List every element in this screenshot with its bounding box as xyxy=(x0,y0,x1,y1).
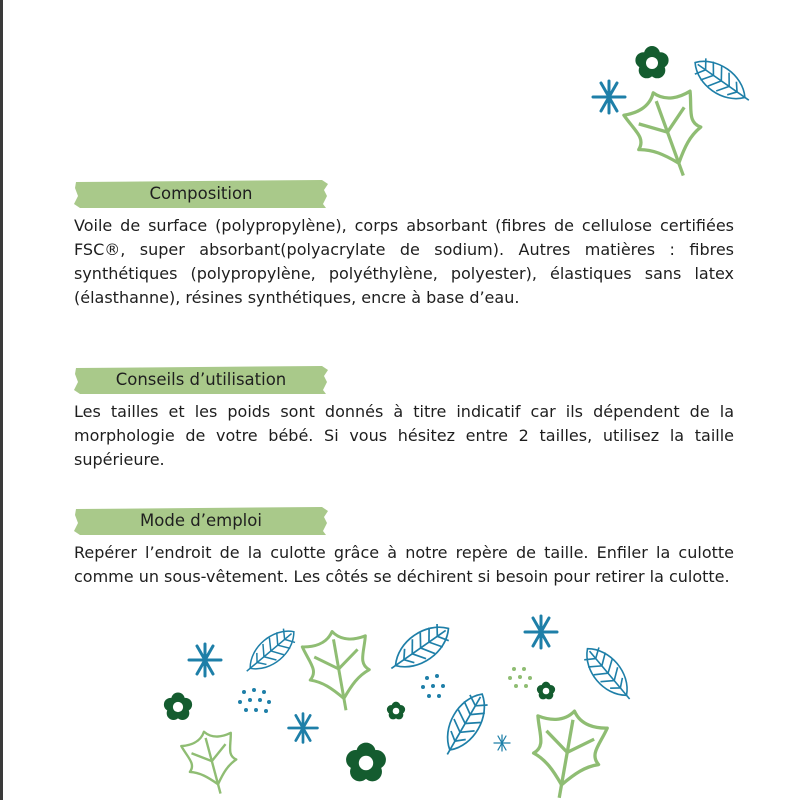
snowflake-icon xyxy=(593,81,625,113)
snowflake-icon xyxy=(494,735,510,751)
leaf-icon xyxy=(383,617,456,680)
ivy-leaf-icon xyxy=(179,725,245,800)
flower-icon xyxy=(537,682,555,700)
dots-icon xyxy=(508,667,532,688)
mode-banner xyxy=(74,505,328,537)
leaf-icon xyxy=(239,622,302,680)
composition-section xyxy=(74,178,734,310)
snowflake-icon xyxy=(525,616,557,648)
ivy-leaf-icon xyxy=(620,81,716,188)
leaf-icon xyxy=(577,640,639,707)
conseils-text: Les tailles et les poids sont donnés à titre indicatif car ils dépendent de la morphologie de votre bébé. Si vous hésitez entre 2 tailles, utilisez la taille supérieure. xyxy=(74,402,734,469)
conseils-title: Conseils d’utilisation xyxy=(115,370,287,389)
ivy-leaf-icon xyxy=(301,626,378,716)
mode-text: Repérer l’endroit de la culotte grâce à notre repère de taille. Enfiler la culotte comme un sous-vêtement. Les côtés se déchirent si besoin pour retirer la culotte. xyxy=(74,543,734,586)
composition-banner xyxy=(74,178,328,210)
flower-icon xyxy=(387,702,405,720)
flower-icon xyxy=(164,693,192,720)
mode-title: Mode d’emploi xyxy=(140,511,262,530)
conseils-banner xyxy=(74,364,328,396)
ivy-leaf-icon xyxy=(525,705,610,800)
snowflake-icon xyxy=(289,714,318,743)
dots-icon xyxy=(238,688,271,713)
dots-icon xyxy=(421,674,445,698)
leaf-icon xyxy=(688,52,757,111)
flower-icon xyxy=(635,46,668,78)
leaf-icon xyxy=(435,687,494,761)
flower-icon xyxy=(346,743,386,782)
mode-section xyxy=(74,505,734,589)
conseils-section xyxy=(74,364,734,472)
composition-title: Composition xyxy=(149,184,253,203)
snowflake-icon xyxy=(189,644,221,676)
composition-text: Voile de surface (polypropylène), corps absorbant (fibres de cellulose certifiées FSC®, super absorbant(polyacrylate de sodium). Autres matières : fibres synthétiques (polypropylène, polyéthylène, polyester), élastiques sans latex (élasthanne), résines synthétiques, encre à base d’eau. xyxy=(74,216,734,307)
